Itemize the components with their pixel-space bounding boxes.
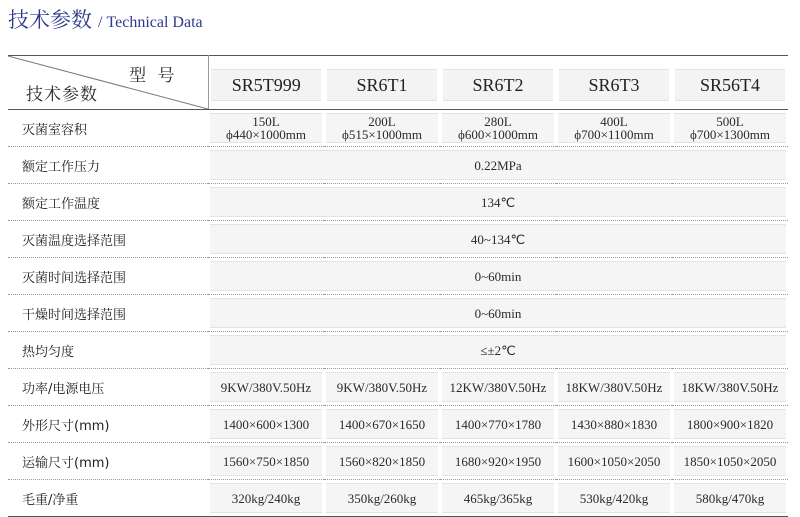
- title-english: [98, 14, 203, 32]
- row-weight: [8, 480, 788, 517]
- shared-value-cell: [208, 184, 788, 221]
- chamber-cell: [208, 110, 324, 147]
- model-name: SR5T999: [211, 69, 321, 101]
- power-value: 12KW/380V.50Hz: [442, 372, 554, 402]
- row-label: 运输尺寸(mm): [8, 443, 208, 480]
- transport-dimensions-value: 1560×750×1850: [210, 446, 322, 476]
- header-corner-cell: [8, 56, 208, 110]
- shared-value-cell: [208, 147, 788, 184]
- param-heading: 技术参数: [26, 85, 98, 105]
- row-transport-dimensions: [8, 443, 788, 480]
- value-cell: [672, 480, 788, 517]
- page-title: [8, 4, 203, 34]
- row-chamber-volume: [8, 110, 788, 147]
- outer-dimensions-value: 1430×880×1830: [558, 409, 670, 439]
- model-name: SR6T2: [443, 69, 553, 101]
- row-label: 灭菌温度选择范围: [8, 221, 208, 258]
- model-cell: [208, 56, 324, 110]
- shared-value: 40~134℃: [210, 224, 786, 254]
- value-cell: [672, 443, 788, 480]
- shared-value: 134℃: [210, 187, 786, 217]
- outer-dimensions-value: 1800×900×1820: [674, 409, 786, 439]
- value-cell: [440, 369, 556, 406]
- value-cell: [208, 406, 324, 443]
- shared-value: 0~60min: [210, 261, 786, 291]
- value-cell: [440, 406, 556, 443]
- row-label: 额定工作压力: [8, 147, 208, 184]
- chamber-dimensions: ϕ700×1300mm: [690, 127, 770, 142]
- row-label: 灭菌室容积: [8, 110, 208, 147]
- row-power: [8, 369, 788, 406]
- power-value: 9KW/380V.50Hz: [210, 372, 322, 402]
- row-temperature: [8, 184, 788, 221]
- model-heading: 型 号: [129, 66, 178, 86]
- value-cell: [440, 480, 556, 517]
- chamber-volume: 280L: [484, 114, 512, 129]
- weight-value: 320kg/240kg: [210, 483, 322, 513]
- chamber-cell: [440, 110, 556, 147]
- value-cell: [324, 443, 440, 480]
- value-cell: [556, 406, 672, 443]
- row-outer-dimensions: [8, 406, 788, 443]
- title-chinese: 技术参数: [8, 8, 92, 32]
- shared-value-cell: [208, 295, 788, 332]
- chamber-dimensions: ϕ515×1000mm: [342, 127, 422, 142]
- chamber-cell: [672, 110, 788, 147]
- shared-value: ≤±2℃: [210, 335, 786, 365]
- row-label: 额定工作温度: [8, 184, 208, 221]
- chamber-cell: [556, 110, 672, 147]
- shared-value: 0.22MPa: [210, 150, 786, 180]
- value-cell: [556, 369, 672, 406]
- row-dry-range: [8, 295, 788, 332]
- power-value: 18KW/380V.50Hz: [674, 372, 786, 402]
- weight-value: 465kg/365kg: [442, 483, 554, 513]
- chamber-dimensions: ϕ600×1000mm: [458, 127, 538, 142]
- shared-value-cell: [208, 332, 788, 369]
- transport-dimensions-value: 1680×920×1950: [442, 446, 554, 476]
- row-label: 灭菌时间选择范围: [8, 258, 208, 295]
- chamber-dimensions: ϕ700×1100mm: [574, 127, 654, 142]
- row-label: 热均匀度: [8, 332, 208, 369]
- weight-value: 580kg/470kg: [674, 483, 786, 513]
- value-cell: [672, 369, 788, 406]
- outer-dimensions-value: 1400×770×1780: [442, 409, 554, 439]
- value-cell: [556, 480, 672, 517]
- value-cell: [440, 443, 556, 480]
- value-cell: [324, 480, 440, 517]
- title-separator: /: [98, 14, 103, 31]
- chamber-volume: 400L: [600, 114, 628, 129]
- chamber-dimensions: ϕ440×1000mm: [226, 127, 306, 142]
- title-english-text: Technical Data: [106, 14, 203, 31]
- value-cell: [556, 443, 672, 480]
- chamber-volume: 500L: [716, 114, 744, 129]
- shared-value: 0~60min: [210, 298, 786, 328]
- model-name: SR56T4: [675, 69, 785, 101]
- row-temp-range: [8, 221, 788, 258]
- model-cell: [440, 56, 556, 110]
- row-pressure: [8, 147, 788, 184]
- model-cell: [324, 56, 440, 110]
- row-uniformity: [8, 332, 788, 369]
- outer-dimensions-value: 1400×600×1300: [210, 409, 322, 439]
- weight-value: 530kg/420kg: [558, 483, 670, 513]
- row-label: 功率/电源电压: [8, 369, 208, 406]
- transport-dimensions-value: 1850×1050×2050: [674, 446, 786, 476]
- shared-value-cell: [208, 221, 788, 258]
- value-cell: [208, 369, 324, 406]
- weight-value: 350kg/260kg: [326, 483, 438, 513]
- value-cell: [324, 369, 440, 406]
- power-value: 18KW/380V.50Hz: [558, 372, 670, 402]
- model-cell: [672, 56, 788, 110]
- value-cell: [324, 406, 440, 443]
- chamber-volume: 150L: [252, 114, 280, 129]
- model-cell: [556, 56, 672, 110]
- chamber-volume: 200L: [368, 114, 396, 129]
- value-cell: [208, 443, 324, 480]
- header-row: [8, 56, 788, 110]
- power-value: 9KW/380V.50Hz: [326, 372, 438, 402]
- chamber-cell: [324, 110, 440, 147]
- transport-dimensions-value: 1560×820×1850: [326, 446, 438, 476]
- model-name: SR6T3: [559, 69, 669, 101]
- outer-dimensions-value: 1400×670×1650: [326, 409, 438, 439]
- value-cell: [208, 480, 324, 517]
- value-cell: [672, 406, 788, 443]
- model-name: SR6T1: [327, 69, 437, 101]
- transport-dimensions-value: 1600×1050×2050: [558, 446, 670, 476]
- row-label: 干燥时间选择范围: [8, 295, 208, 332]
- row-label: 毛重/净重: [8, 480, 208, 517]
- shared-value-cell: [208, 258, 788, 295]
- spec-table: [8, 55, 788, 517]
- row-label: 外形尺寸(mm): [8, 406, 208, 443]
- row-time-range: [8, 258, 788, 295]
